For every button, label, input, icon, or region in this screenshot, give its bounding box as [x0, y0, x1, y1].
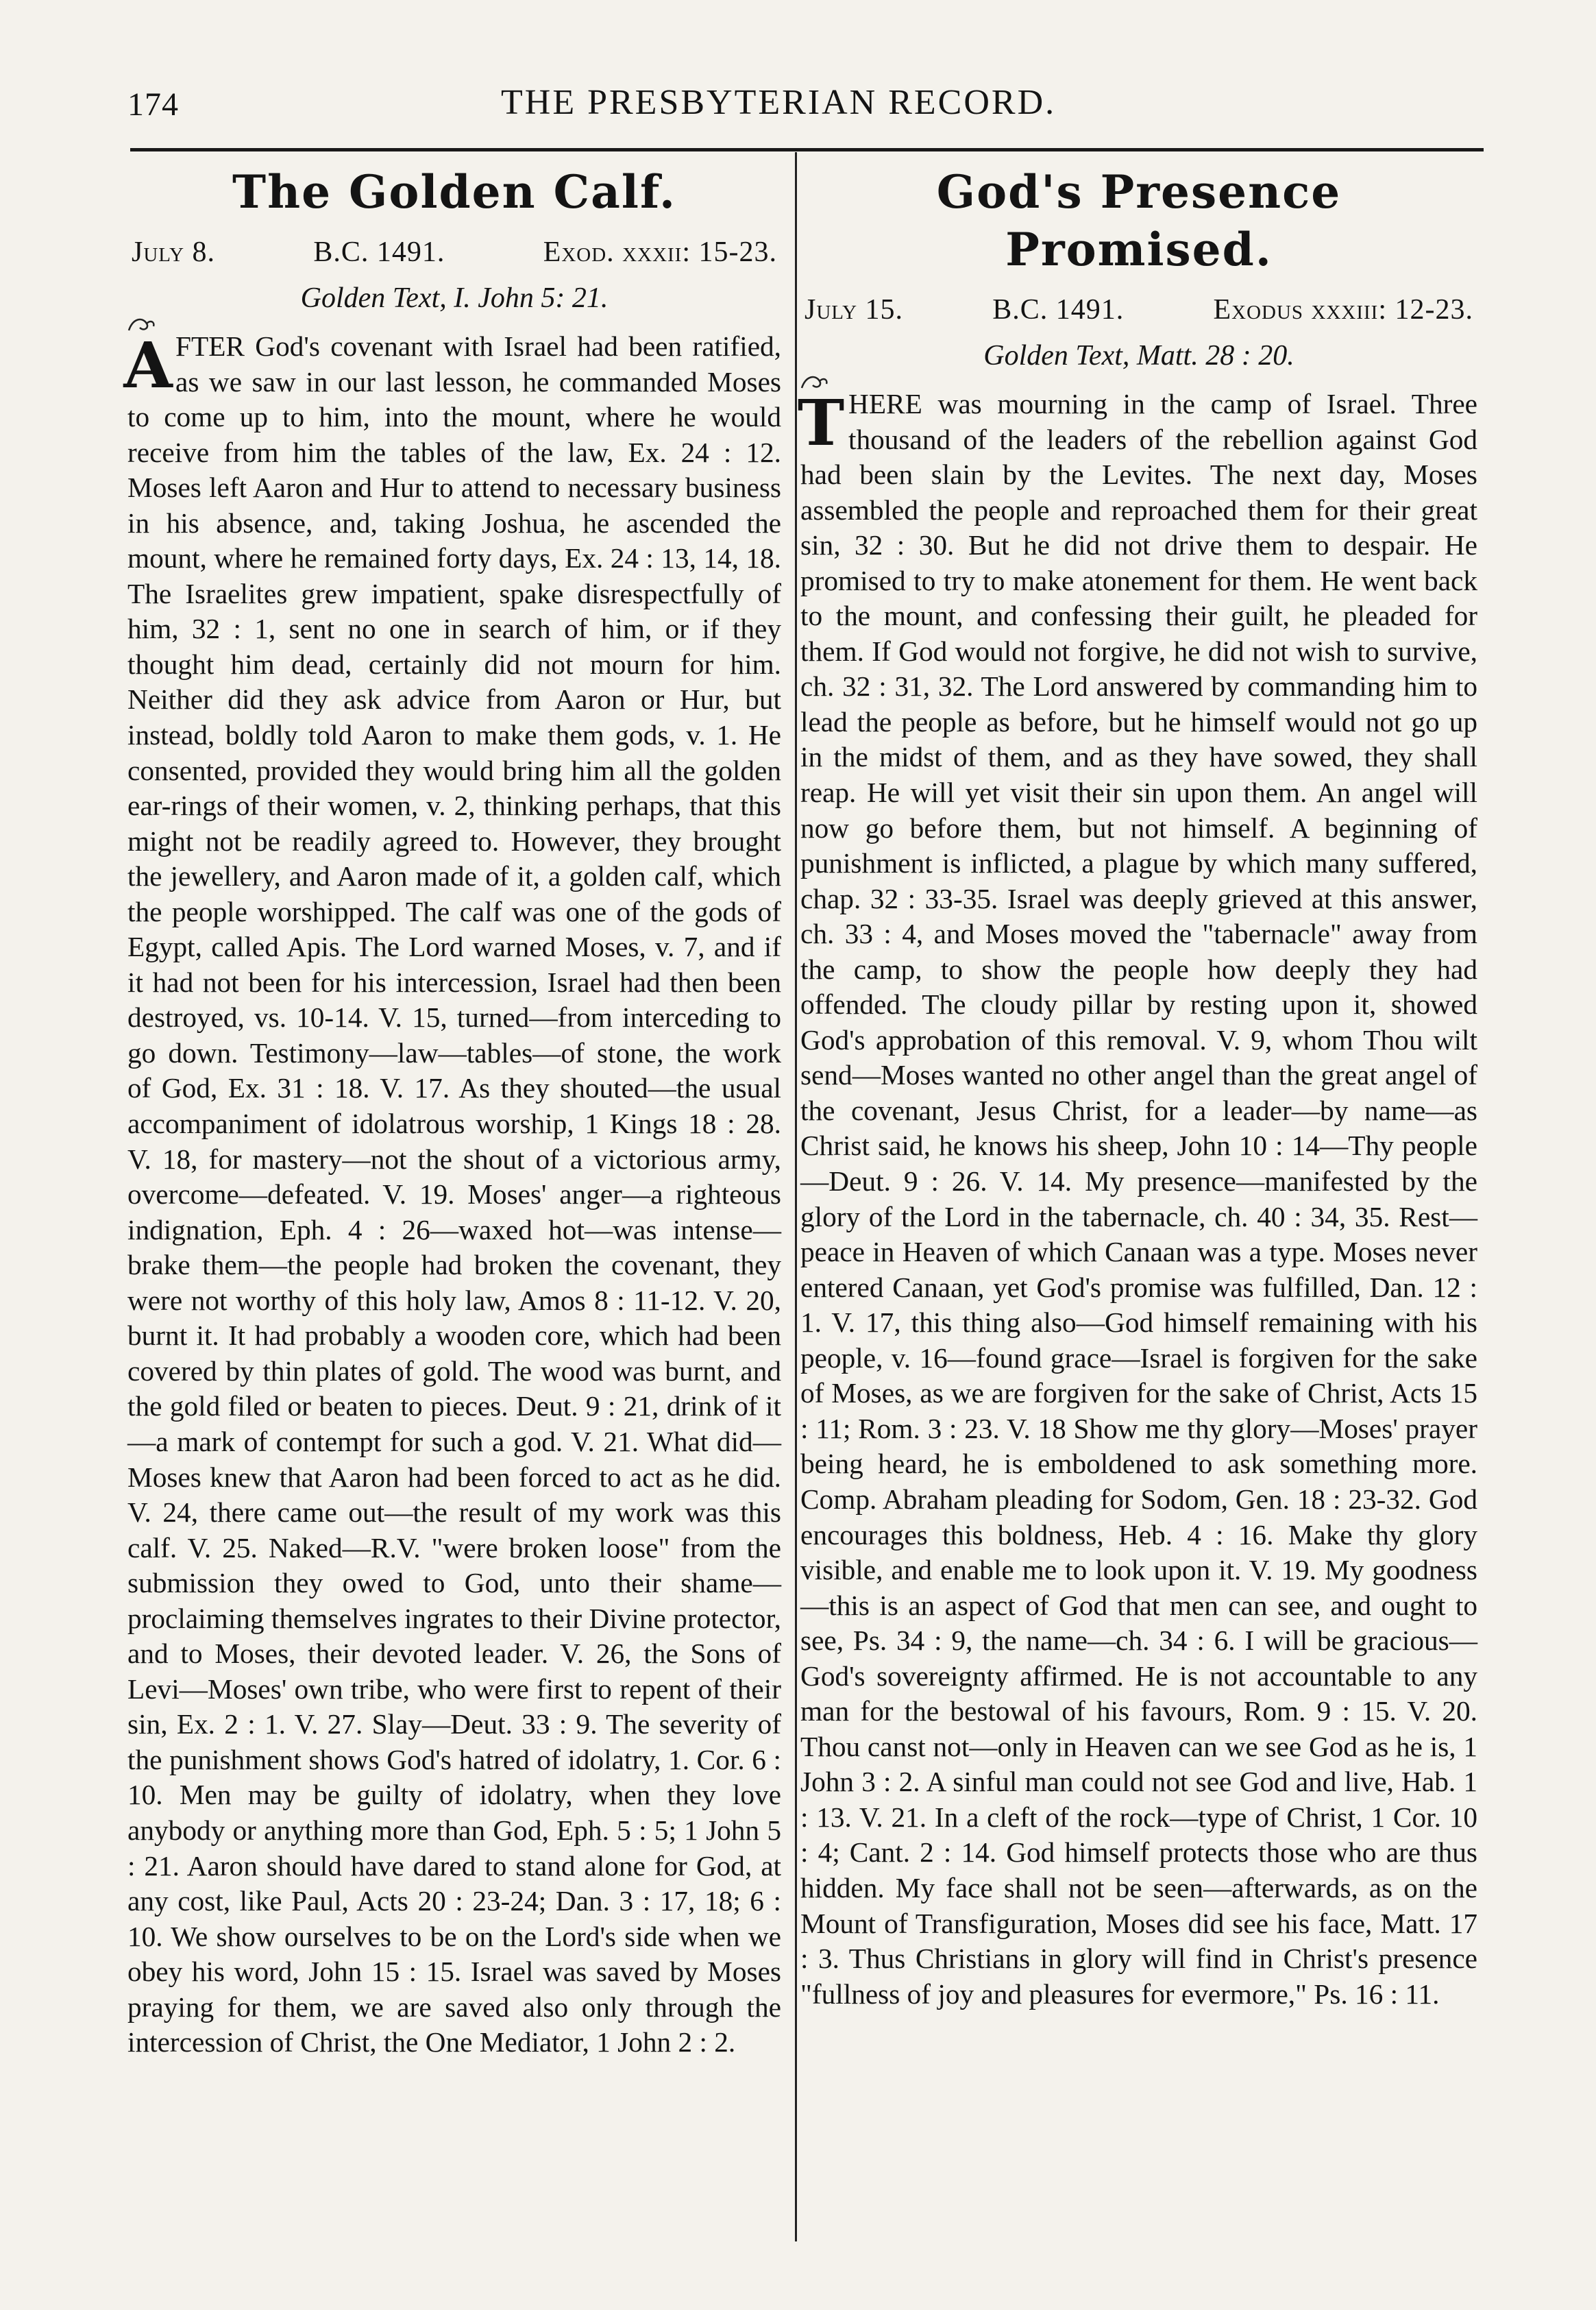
lesson-scripture: Exod. xxxii: 15-23.: [543, 236, 777, 268]
lesson-title: The Golden Calf.: [232, 165, 676, 219]
drop-cap-letter: T: [797, 386, 845, 460]
golden-text: Golden Text, I. John 5: 21.: [300, 282, 609, 314]
lesson-date: July 8.: [132, 236, 216, 268]
page-number: 174: [127, 86, 179, 123]
drop-cap-letter: A: [123, 328, 173, 402]
page-header: [127, 77, 1474, 132]
column-divider: [795, 152, 797, 2241]
lesson-era: B.C. 1491.: [313, 236, 445, 268]
flourish-icon: [799, 373, 829, 392]
lesson-reference: [800, 289, 1477, 330]
lesson-date: July 15.: [805, 294, 904, 326]
lesson-body: [123, 328, 781, 2060]
drop-cap: [123, 328, 173, 402]
lesson-column-right: [797, 159, 1477, 2012]
lesson-body-text: FTER God's covenant with Israel had been ratified, as we saw in our last lesson, he commanded Moses to come up to him, into the mount, where he would receive from him the tables of the law, Ex. 24 : 12. Moses left Aaron and Hur to attend to necessary business in his absence, and, taking Joshua, he ascended the mount, where he remained forty days, Ex. 24 : 13, 14, 18. The Israelites grew impatient, spake disrespectfully of him, 32 : 1, sent no one in search of him, or if they thought him dead, certainly did not mourn for him. Neither did they ask advice from Aaron or Hur, but instead, boldly told Aaron to make them gods, v. 1. He consented, provided they would bring him all the golden ear-rings of their women, v. 2, thinking perhaps, that this might not be readily agreed to. However, they brought the jewellery, and Aaron made of it, a golden calf, which the people worshipped. The calf was one of the gods of Egypt, called Apis. The Lord warned Moses, v. 7, and if it had not been for his intercession, Israel had then been destroyed, vs. 10-14. V. 15, turned—from interceding to go down. Testimony—law—tables—of stone, the work of God, Ex. 31 : 18. V. 17. As they shouted—the usual accompaniment of idolatrous worship, 1 Kings 18 : 28. V. 18, for mastery—not the shout of a victorious army, overcome—defeated. V. 19. Moses' anger—a righteous indignation, Eph. 4 : 26—waxed hot—was intense—brake them—the people had broken the covenant, they were not worthy of this holy law, Amos 8 : 11-12. V. 20, burnt it. It had probably a wooden core, which had been covered by thin plates of gold. The wood was burnt, and the gold filed or beaten to pieces. Deut. 9 : 21, drink of it—a mark of contempt for such a god. V. 21. What did—Moses knew that Aaron had been forced to act as he did. V. 24, there came out—the result of my work was this calf. V. 25. Naked—R.V. "were broken loose" from the submission they owed to God, unto their shame—proclaiming themselves ingrates to their Divine protector, and to Moses, their devoted leader. V. 26, the Sons of Levi—Moses' own tribe, who were first to repent of their sin, Ex. 2 : 1. V. 27. Slay—Deut. 33 : 9. The severity of the punishment shows God's hatred of idolatry, 1. Cor. 6 : 10. Men may be guilty of idolatry, when they love anybody or anything more than God, Eph. 5 : 5; 1 John 5 : 21. Aaron should have dared to stand alone for God, at any cost, like Paul, Acts 20 : 23-24; Dan. 3 : 17, 18; 6 : 10. We show ourselves to be on the Lord's side when we obey his word, John 15 : 15. Israel was saved by Moses praying for them, we are saved also only through the intercession of Christ, the One Mediator, 1 John 2 : 2.: [127, 330, 781, 2058]
golden-text: Golden Text, Matt. 28 : 20.: [983, 340, 1294, 372]
lesson-title: God's Presence Promised.: [936, 165, 1342, 276]
flourish-icon: [126, 315, 156, 335]
lesson-era: B.C. 1491.: [992, 294, 1125, 326]
lesson-body-text: HERE was mourning in the camp of Israel. Three thousand of the leaders of the rebellion against God had been slain by the Levites. The next day, Moses assembled the people and reproached them for their great sin, 32 : 30. But he did not drive them to despair. He promised to try to make atonement for them. He went back to the mount, and confessing their guilt, he pleaded for them. If God would not forgive, he did not wish to survive, ch. 32 : 31, 32. The Lord answered by commanding him to lead the people as before, but he himself would not go up in the midst of them, and as they have sowed, they shall reap. He will yet visit their sin upon them. An angel will now go before them, but not himself. A beginning of punishment is inflicted, a plague by which many suffered, chap. 32 : 33-35. Israel was deeply grieved at this answer, ch. 33 : 4, and Moses moved the "tabernacle" away from the camp, to show the people how deeply they had offended. The cloudy pillar by resting upon it, showed God's approbation of this removal. V. 9, whom Thou wilt send—Moses wanted no other angel than the great angel of the covenant, Jesus Christ, for a leader—by name—as Christ said, he knows his sheep, John 10 : 14—Thy people—Deut. 9 : 26. V. 14. My presence—manifested by the glory of the Lord in the tabernacle, ch. 40 : 34, 35. Rest—peace in Heaven of which Canaan was a type. Moses never entered Canaan, yet God's promise was fulfilled, Dan. 12 : 1. V. 17, this thing also—God himself remaining with his people, v. 16—found grace—Israel is forgiven for the sake of Moses, as we are forgiven for the sake of Christ, Acts 15 : 11; Rom. 3 : 23. V. 18 Show me thy glory—Moses' prayer being heard, he is emboldened to ask something more. Comp. Abraham pleading for Sodom, Gen. 18 : 23-32. God encourages this boldness, Heb. 4 : 16. Make thy glory visible, and enable me to look upon it. V. 19. My goodness—this is an aspect of God that men can see, and ought to see, Ps. 34 : 9, the name—ch. 34 : 6. I will be gracious—God's sovereignty affirmed. He is not accountable to any man for the bestowal of his favours, Rom. 9 : 15. V. 20. Thou canst not—only in Heaven can we see God as he is, 1 John 3 : 2. A sinful man could not see God and live, Hab. 1 : 13. V. 21. In a cleft of the rock—type of Christ, 1 Cor. 10 : 4; Cant. 2 : 14. God himself protects those who are thus hidden. My face shall not be seen—afterwards, as on the Mount of Transfiguration, Moses did see his face, Matt. 17 : 3. Thus Christians in glory will find in Christ's presence "fullness of joy and pleasures for evermore," Ps. 16 : 11.: [800, 388, 1477, 2010]
lesson-body: [797, 386, 1477, 2012]
lesson-reference: [127, 232, 781, 273]
running-title: THE PRESBYTERIAN RECORD.: [501, 83, 1057, 122]
lesson-scripture: Exodus xxxiii: 12-23.: [1213, 294, 1473, 326]
drop-cap: [797, 386, 845, 460]
lesson-column-left: [123, 159, 781, 2060]
header-rule: [130, 148, 1484, 151]
